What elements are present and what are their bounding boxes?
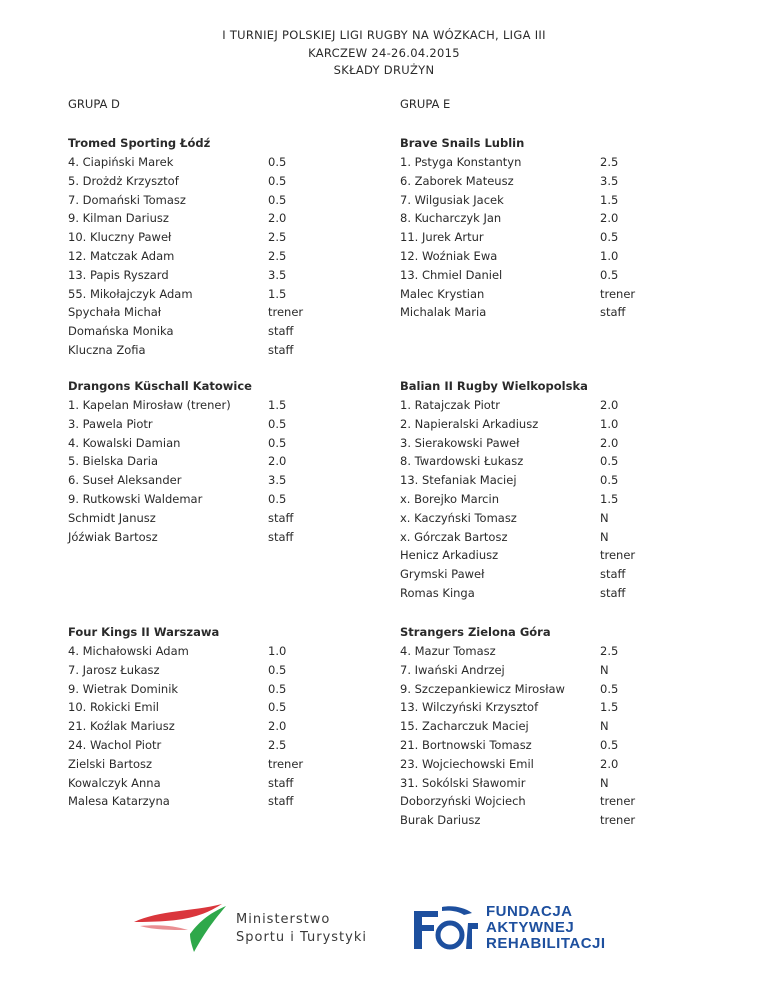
player-classification: 1.0 — [600, 248, 619, 263]
team-block — [68, 377, 368, 546]
player-row — [400, 509, 700, 528]
player-classification: 2.5 — [268, 230, 287, 245]
player-classification: 0.5 — [268, 435, 287, 450]
player-name: 3. Sierakowski Paweł — [400, 435, 520, 450]
player-name: Jóźwiak Bartosz — [68, 529, 158, 544]
group-label-right: GRUPA E — [400, 97, 451, 111]
player-row — [400, 642, 700, 661]
player-name: 7. Domański Tomasz — [68, 192, 186, 207]
player-classification: 0.5 — [600, 230, 619, 245]
player-row — [400, 546, 700, 565]
header-title: I TURNIEJ POLSKIEJ LIGI RUGBY NA WÓZKACH, LIGA III — [222, 28, 546, 42]
player-classification: 0.5 — [600, 454, 619, 469]
player-row — [400, 303, 700, 322]
player-classification: trener — [600, 813, 636, 828]
player-classification: trener — [600, 286, 636, 301]
player-classification: 2.0 — [268, 454, 287, 469]
fundacja-line2: AKTYWNEJ — [486, 919, 575, 936]
player-row — [68, 774, 368, 793]
player-name: Malesa Katarzyna — [68, 794, 170, 809]
team-block — [68, 623, 368, 811]
player-classification: trener — [268, 756, 304, 771]
player-classification: 1.5 — [600, 192, 619, 207]
player-name: 4. Mazur Tomasz — [400, 644, 496, 658]
team-block — [400, 623, 700, 830]
team-name: Balian II Rugby Wielkopolska — [400, 379, 588, 393]
player-classification: 2.5 — [268, 737, 287, 752]
player-row — [68, 434, 368, 453]
player-row — [68, 285, 368, 304]
player-name: Grymski Paweł — [400, 567, 485, 582]
fundacja-line1: FUNDACJA — [486, 903, 573, 920]
player-name: 55. Mikołajczyk Adam — [68, 286, 193, 301]
player-classification: 2.0 — [268, 719, 287, 734]
player-classification: staff — [600, 567, 626, 582]
ministry-name-line2: Sportu i Turystyki — [236, 930, 367, 945]
player-name: Doborzyński Wojciech — [400, 794, 526, 809]
player-row — [400, 172, 700, 191]
player-row — [68, 322, 368, 341]
player-name: x. Borejko Marcin — [400, 491, 499, 506]
player-name: 3. Pawela Piotr — [68, 416, 153, 431]
team-name: Brave Snails Lublin — [400, 136, 525, 150]
player-name: 6. Zaborek Mateusz — [400, 173, 514, 188]
player-classification: 0.5 — [268, 491, 287, 506]
player-name: Spychała Michał — [68, 305, 162, 320]
player-name: 6. Suseł Aleksander — [68, 473, 182, 488]
player-row — [400, 584, 700, 603]
player-row — [400, 717, 700, 736]
player-name: 1. Kapelan Mirosław (trener) — [68, 398, 231, 412]
player-name: 13. Wilczyński Krzysztof — [400, 700, 539, 715]
player-classification: 0.5 — [600, 737, 619, 752]
player-classification: 1.5 — [600, 491, 619, 506]
player-classification: N — [600, 510, 609, 525]
player-row — [400, 247, 700, 266]
ministry-name-line1: Ministerstwo — [236, 912, 331, 927]
team-block — [68, 134, 368, 360]
player-name: 13. Chmiel Daniel — [400, 267, 503, 282]
player-name: 24. Wachol Piotr — [68, 737, 162, 752]
player-classification: 0.5 — [268, 681, 287, 696]
team-block — [400, 134, 700, 322]
player-name: 5. Drożdż Krzysztof — [68, 173, 179, 188]
player-classification: staff — [268, 529, 294, 544]
player-classification: 0.5 — [268, 416, 287, 431]
player-name: Schmidt Janusz — [68, 510, 156, 525]
player-name: 31. Sokólski Sławomir — [400, 775, 526, 790]
player-name: 9. Wietrak Dominik — [68, 681, 179, 696]
player-classification: 0.5 — [600, 681, 619, 696]
player-name: 7. Wilgusiak Jacek — [400, 192, 504, 207]
player-row — [68, 698, 368, 717]
player-classification: staff — [268, 510, 294, 525]
player-classification: 2.5 — [600, 155, 619, 169]
player-classification: staff — [600, 585, 626, 600]
player-row — [68, 661, 368, 680]
player-classification: 3.5 — [600, 173, 619, 188]
player-name: 21. Bortnowski Tomasz — [400, 737, 532, 752]
player-classification: staff — [600, 305, 626, 320]
player-classification: 2.0 — [600, 211, 619, 226]
player-classification: 2.5 — [600, 644, 619, 658]
player-row — [400, 755, 700, 774]
player-name: 5. Bielska Daria — [68, 454, 159, 469]
player-name: 15. Zacharczuk Maciej — [400, 719, 529, 734]
player-row — [400, 228, 700, 247]
player-row — [400, 285, 700, 304]
player-name: x. Górczak Bartosz — [400, 529, 508, 544]
player-row — [68, 153, 368, 172]
player-row — [400, 209, 700, 228]
player-row — [68, 247, 368, 266]
player-name: Michalak Maria — [400, 305, 487, 320]
player-name: Domańska Monika — [68, 324, 174, 339]
player-row — [68, 415, 368, 434]
player-row — [68, 396, 368, 415]
player-row — [68, 303, 368, 322]
player-classification: 0.5 — [268, 662, 287, 677]
player-classification: 2.0 — [600, 756, 619, 771]
player-row — [68, 528, 368, 547]
player-row — [400, 792, 700, 811]
player-classification: staff — [268, 794, 294, 809]
player-classification: N — [600, 662, 609, 677]
player-classification: staff — [268, 775, 294, 790]
player-row — [68, 642, 368, 661]
player-name: 4. Michałowski Adam — [68, 644, 189, 658]
team-name: Four Kings II Warszawa — [68, 625, 220, 639]
player-row — [68, 717, 368, 736]
player-name: 7. Jarosz Łukasz — [68, 662, 160, 677]
player-name: 9. Rutkowski Waldemar — [68, 491, 203, 506]
player-classification: 2.0 — [268, 211, 287, 226]
player-name: 10. Kluczny Paweł — [68, 230, 172, 245]
player-row — [400, 565, 700, 584]
player-row — [68, 191, 368, 210]
player-name: 13. Papis Ryszard — [68, 267, 169, 282]
team-block — [400, 377, 700, 603]
player-name: 10. Rokicki Emil — [68, 700, 160, 715]
player-classification: staff — [268, 324, 294, 339]
header-location-date: KARCZEW 24-26.04.2015 — [308, 45, 460, 60]
player-name: 2. Napieralski Arkadiusz — [400, 416, 539, 431]
player-name: 11. Jurek Artur — [400, 230, 484, 245]
player-row — [68, 452, 368, 471]
header-subtitle: SKŁADY DRUŻYN — [333, 63, 435, 77]
player-name: Malec Krystian — [400, 286, 485, 301]
player-name: Burak Dariusz — [400, 813, 481, 828]
player-row — [400, 528, 700, 547]
player-classification: 1.5 — [268, 286, 287, 301]
player-classification: trener — [600, 794, 636, 809]
group-label-left: GRUPA D — [68, 97, 120, 111]
player-row — [400, 698, 700, 717]
player-classification: 3.5 — [268, 267, 287, 282]
player-classification: N — [600, 529, 609, 544]
document-header — [0, 27, 768, 80]
ministry-logo — [130, 900, 370, 956]
player-name: 9. Kilman Dariusz — [68, 211, 169, 226]
team-name: Strangers Zielona Góra — [400, 625, 551, 639]
player-name: Kowalczyk Anna — [68, 775, 161, 790]
player-name: 13. Stefaniak Maciej — [400, 473, 517, 488]
player-name: 12. Woźniak Ewa — [400, 248, 498, 263]
player-row — [68, 266, 368, 285]
player-name: 12. Matczak Adam — [68, 248, 175, 263]
player-classification: 0.5 — [600, 473, 619, 488]
player-classification: 1.5 — [600, 700, 619, 715]
player-row — [68, 792, 368, 811]
player-name: 4. Ciapiński Marek — [68, 155, 174, 169]
player-classification: 3.5 — [268, 473, 287, 488]
player-name: 9. Szczepankiewicz Mirosław — [400, 681, 565, 696]
player-classification: 0.5 — [268, 700, 287, 715]
player-row — [400, 153, 700, 172]
player-name: 23. Wojciechowski Emil — [400, 756, 534, 771]
player-row — [68, 736, 368, 755]
wheelchair-icon — [412, 903, 484, 951]
player-name: 1. Pstyga Konstantyn — [400, 155, 522, 169]
player-row — [400, 661, 700, 680]
player-classification: 2.0 — [600, 398, 619, 412]
player-classification: 2.0 — [600, 435, 619, 450]
player-row — [400, 191, 700, 210]
player-classification: trener — [600, 548, 636, 563]
player-classification: staff — [268, 342, 294, 357]
player-name: 8. Twardowski Łukasz — [400, 454, 524, 469]
player-row — [68, 209, 368, 228]
player-row — [68, 471, 368, 490]
player-name: 8. Kucharczyk Jan — [400, 211, 502, 226]
player-row — [400, 415, 700, 434]
player-name: x. Kaczyński Tomasz — [400, 510, 517, 525]
player-classification: 0.5 — [268, 173, 287, 188]
player-classification: 1.0 — [268, 644, 287, 658]
player-name: Henicz Arkadiusz — [400, 548, 499, 563]
fundacja-line3: REHABILITACJI — [486, 935, 606, 952]
team-name: Tromed Sporting Łódź — [68, 136, 211, 150]
player-classification: 2.5 — [268, 248, 287, 263]
player-row — [400, 736, 700, 755]
player-classification: N — [600, 775, 609, 790]
player-name: Romas Kinga — [400, 585, 475, 600]
player-row — [68, 172, 368, 191]
far-logo — [412, 903, 632, 959]
player-row — [68, 509, 368, 528]
player-name: Kluczna Zofia — [68, 342, 146, 357]
player-row — [68, 228, 368, 247]
player-row — [400, 266, 700, 285]
player-classification: N — [600, 719, 609, 734]
player-row — [400, 434, 700, 453]
player-classification: 1.5 — [268, 398, 287, 412]
player-row — [400, 490, 700, 509]
player-row — [400, 452, 700, 471]
player-row — [68, 341, 368, 360]
player-row — [68, 680, 368, 699]
team-name: Drangons Küschall Katowice — [68, 379, 252, 393]
player-classification: 0.5 — [600, 267, 619, 282]
player-row — [400, 471, 700, 490]
player-name: 4. Kowalski Damian — [68, 435, 181, 450]
player-name: 7. Iwański Andrzej — [400, 662, 505, 677]
player-row — [400, 680, 700, 699]
player-row — [400, 811, 700, 830]
player-classification: 0.5 — [268, 155, 287, 169]
player-name: 21. Koźlak Mariusz — [68, 719, 175, 734]
player-name: Zielski Bartosz — [68, 756, 153, 771]
player-row — [68, 755, 368, 774]
ministry-swoosh-icon — [130, 900, 230, 956]
player-row — [400, 396, 700, 415]
player-classification: trener — [268, 305, 304, 320]
player-row — [68, 490, 368, 509]
player-classification: 1.0 — [600, 416, 619, 431]
player-name: 1. Ratajczak Piotr — [400, 398, 501, 412]
player-row — [400, 774, 700, 793]
player-classification: 0.5 — [268, 192, 287, 207]
